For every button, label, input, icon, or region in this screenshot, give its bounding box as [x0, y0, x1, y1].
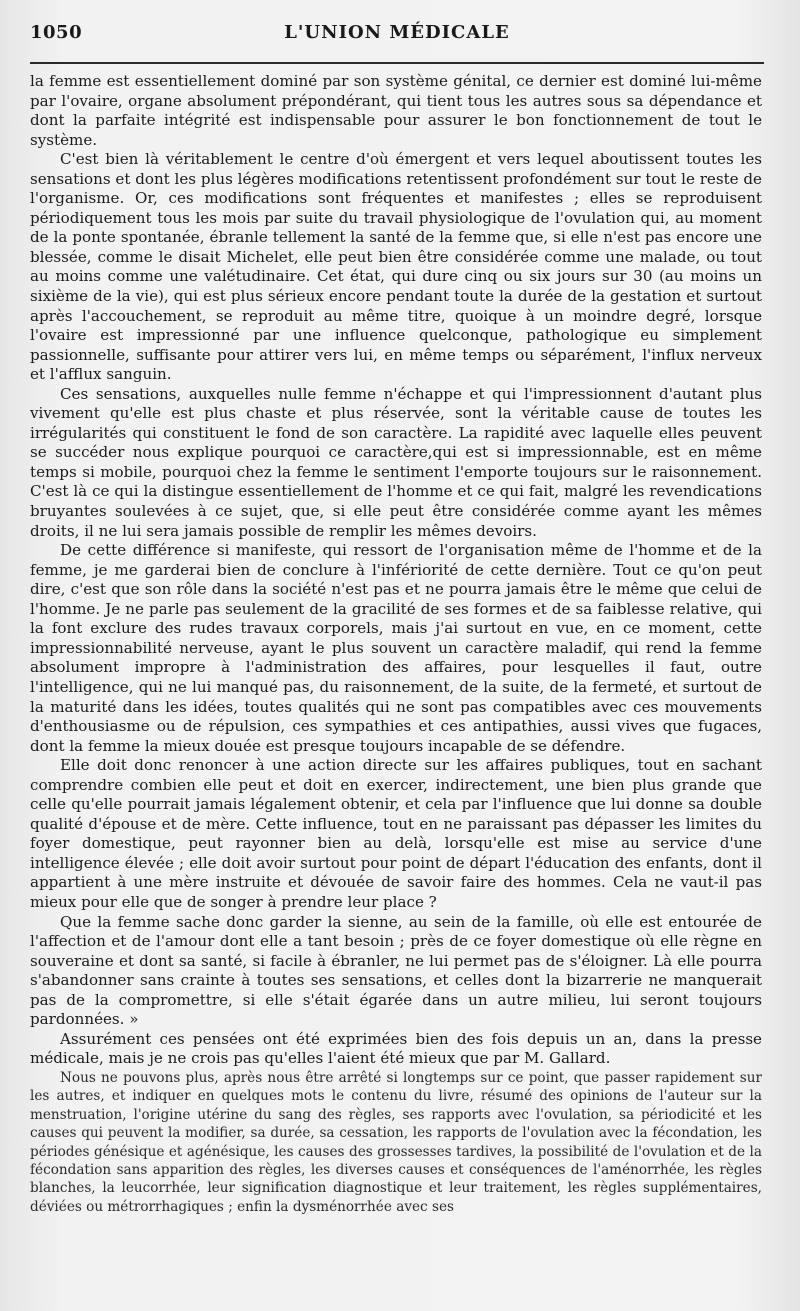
paragraph: Elle doit donc renoncer à une action directe sur les affaires publiques, tout en sachant comprendre combien elle peut et doit en exercer, indirectement, une bien plus grande que celle qu'elle pourrait jamais légalement obtenir, et cela par l'influence que lui donne sa double qualité d'épouse et de mère. Cette influence, tout en ne paraissant pas dépasser les limites du foyer domestique, peut rayonner bien au delà, lorsqu'elle est mise au service d'une intelligence élevée ; elle doit avoir surtout pour point de départ l'éducation des enfants, dont il appartient à une mère instruite et dévouée de savoir faire des hommes. Cela ne vaut-il pas mieux pour elle que de songer à prendre leur place ? — [30, 756, 762, 911]
paragraph: Que la femme sache donc garder la sienne, au sein de la famille, où elle est entourée de l'affection et de l'amour dont elle a tant besoin ; près de ce foyer domestique où elle règne en souveraine et dont sa santé, si facile à ébranler, ne lui permet pas de s'éloigner. Là elle pourra s'abandonner sans crainte à toutes ses sensations, et celles dont la bizarrerie ne manquerait pas de la compromettre, si elle s'était égarée dans un autre milieu, lui seront toujours pardonnées. » — [30, 912, 762, 1029]
journal-title: L'UNION MÉDICALE — [284, 22, 510, 43]
paragraph: la femme est essentiellement dominé par son système génital, ce dernier est dominé lui-même par l'ovaire, organe absolument prépondérant, qui tient tous les autres sous sa dépendance et dont la parfaite intégrité est indispensable pour assurer le bon fonctionnement de tout le système. — [30, 72, 762, 149]
page-number: 1050 — [30, 22, 83, 43]
paragraph: C'est bien là véritablement le centre d'où émergent et vers lequel aboutissent toutes les sensations et dont les plus légères modifications retentissent profondément sur tout le reste de l'organisme. Or, ces modifications sont fréquentes et manifestes ; elles se reproduisent périodiquement tous les mois par suite du travail physiologique de l'ovulation qui, au moment de la ponte spontanée, ébranle tellement la santé de la femme que, si elle n'est pas encore une blessée, comme le disait Michelet, elle peut bien être considérée comme une malade, ou tout au moins comme une valétudinaire. Cet état, qui dure cinq ou six jours sur 30 (au moins un sixième de la vie), qui est plus sérieux encore pendant toute la durée de la gestation et surtout après l'accouchement, se reproduit au même titre, quoique à un moindre degré, lorsque l'ovaire est impressionné par une influence quelconque, pathologique eu simplement passionnelle, suffisante pour attirer vers lui, en même temps ou séparément, l'influx nerveux et l'afflux sanguin. — [30, 150, 762, 384]
paragraph-small-print: Nous ne pouvons plus, après nous être arrêté si longtemps sur ce point, que passer rapidement sur les autres, et indiquer en quelques mots le contenu du livre, résumé des opinions de l'auteur sur la menstruation, l'origine utérine du sang des règles, ses rapports avec l'ovulation, sa périodicité et les causes qui peuvent la modifier, sa durée, sa cessation, les rapports de l'ovulation avec la fécondation, les périodes génésique et agénésique, les causes des grossesses tardives, la possibilité de l'ovulation et de la fécondation sans apparition des règles, les diverses causes et conséquences de l'aménorrhée, les règles blanches, la leucorrhée, leur signification diagnostique et leur traitement, les règles supplémentaires, déviées ou métrorrhagiques ; enfin la dysménorrhée avec ses — [30, 1069, 762, 1215]
paragraph: De cette différence si manifeste, qui ressort de l'organisation même de l'homme et de la femme, je me garderai bien de conclure à l'infériorité de cette dernière. Tout ce qu'on peut dire, c'est que son rôle dans la société n'est pas et ne pourra jamais être le même que celui de l'homme. Je ne parle pas seulement de la gracilité de ses formes et de sa faiblesse relative, qui la font exclure des rudes travaux corporels, mais j'ai surtout en vue, en ce moment, cette impressionnabilité nerveuse, ayant le plus souvent un caractère maladif, qui rend la femme absolument impropre à l'administration des affaires, pour lesquelles il faut, outre l'intelligence, qui ne lui manqué pas, du raisonnement, de la suite, de la fermeté, et surtout de la maturité dans les idées, toutes qualités qui ne sont pas compatibles avec ces mouvements d'enthousiasme ou de répulsion, ces sympathies et ces antipathies, aussi vives que fugaces, dont la femme la mieux douée est presque toujours incapable de se défendre. — [30, 541, 762, 755]
running-header — [30, 22, 764, 50]
paragraph: Ces sensations, auxquelles nulle femme n'échappe et qui l'impressionnent d'autant plus vivement qu'elle est plus chaste et plus réservée, sont la véritable cause de toutes les irrégularités qui constituent le fond de son caractère. La rapidité avec laquelle elles peuvent se succéder nous explique pourquoi ce caractère,qui est si impressionnable, est en même temps si mobile, pourquoi chez la femme le sentiment l'emporte toujours sur le raisonnement. C'est là ce qui la distingue essentiellement de l'homme et ce qui fait, malgré les revendications bruyantes soulevées à ce sujet, que, si elle peut être considérée comme ayant les mêmes droits, il ne lui sera jamais possible de remplir les mêmes devoirs. — [30, 384, 762, 540]
article-body — [30, 72, 762, 1216]
header-rule — [30, 62, 764, 64]
paragraph: Assurément ces pensées ont été exprimées bien des fois depuis un an, dans la presse médicale, mais je ne crois pas qu'elles l'aient été mieux que par M. Gallard. — [30, 1029, 762, 1068]
